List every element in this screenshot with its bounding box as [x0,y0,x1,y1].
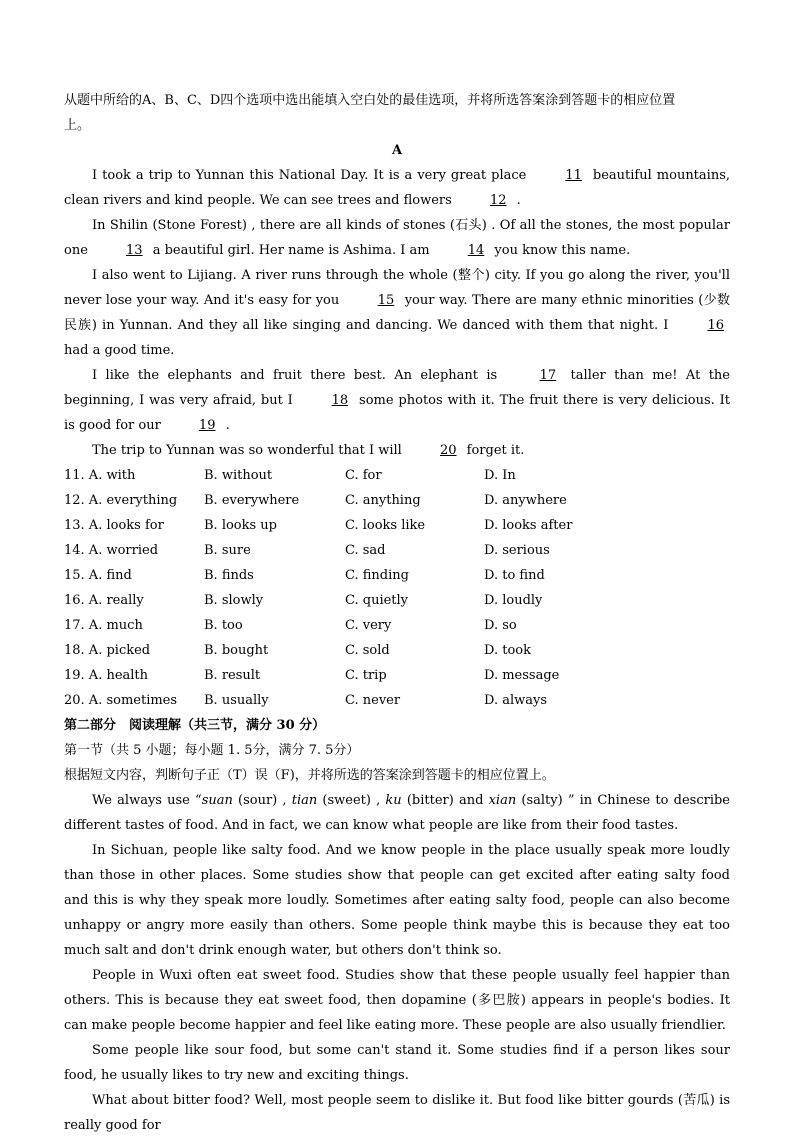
option-row [64,488,730,513]
option-row [64,688,730,713]
exam-page [64,88,730,1138]
option-c: C. for [345,468,382,483]
option-d: D. anywhere [484,493,567,508]
instructions-line2: 上。 [64,118,91,133]
option-row [64,613,730,638]
option-c: C. sold [345,643,390,658]
option-c: C. very [345,618,392,633]
option-row [64,588,730,613]
part2-subtitle: 第一节（共 5 小题；每小题 1. 5分，满分 7. 5分） [64,743,360,758]
option-c: C. never [345,693,401,708]
blank-20: 20 [439,443,457,458]
option-d: D. loudly [484,593,543,608]
blank-14: 14 [467,243,485,258]
option-row [64,463,730,488]
option-c: C. finding [345,568,409,583]
passage-paragraph-2: In Shilin (Stone Forest) , there are all kinds of stones (石头) . Of all the stones, the most popular one 13 a beautiful girl. Her name is Ashima. I am 14 you know this name. [64,213,730,263]
passage-paragraph-3: I also went to Lijiang. A river runs through the whole (整个) city. If you go along the river, you'll never lose your way. And it's easy for you 15 your way. There are many ethnic minorities (少数民族) in Yunnan. And they all like singing and dancing. We danced with them that night. I 16 had a good time. [64,268,730,358]
option-a: 15. A. find [64,568,132,583]
blank-13: 13 [126,243,143,258]
option-d: D. looks after [484,518,573,533]
option-c: C. trip [345,668,387,683]
blank-18: 18 [331,393,349,408]
blank-15: 15 [377,293,395,308]
option-a: 11. A. with [64,468,136,483]
option-row [64,638,730,663]
option-c: C. anything [345,493,421,508]
option-b: B. usually [204,693,269,708]
option-a: 20. A. sometimes [64,693,178,708]
option-c: C. quietly [345,593,409,608]
option-row [64,563,730,588]
option-d: D. to find [484,568,545,583]
option-a: 18. A. picked [64,643,151,658]
option-b: B. finds [204,568,254,583]
blank-11: 11 [565,168,582,183]
blank-16: 16 [707,318,724,333]
part2-title: 第二部分 阅读理解（共三节，满分 30 分） [64,718,326,733]
option-b: B. too [204,618,243,633]
passage-paragraph-1: I took a trip to Yunnan this National Day. It is a very great place 11 beautiful mountains, clean rivers and kind people. We can see trees and flowers 12 . [64,163,730,213]
reading-paragraph-3: People in Wuxi often eat sweet food. Studies show that these people usually feel happier than others. This is because they eat sweet food, then dopamine (多巴胺) appears in people's bodies. It can make people become happier and feel like eating more. These people are also usually friendlier. [64,968,730,1033]
passage-paragraph-4: I like the elephants and fruit there best. An elephant is 17 taller than me! At the beginning, I was very afraid, but I 18 some photos with it. The fruit there is very delicious. It is good for our 19 . [64,363,730,438]
blank-17: 17 [539,368,557,383]
option-c: C. sad [345,543,386,558]
option-b: B. bought [204,643,269,658]
part2-instruction: 根据短文内容，判断句子正（T）误（F)，并将所选的答案涂到答题卡的相应位置上。 [64,768,555,783]
option-d: D. took [484,643,531,658]
option-d: D. always [484,693,548,708]
option-a: 12. A. everything [64,493,178,508]
option-row [64,513,730,538]
option-b: B. without [204,468,273,483]
blank-19: 19 [198,418,216,433]
option-a: 19. A. health [64,668,149,683]
option-b: B. slowly [204,593,264,608]
reading-paragraph-1: We always use “suan (sour) , tian (sweet) , ku (bitter) and xian (salty) ” in Chinese to describe different tastes of food. And in fact, we can know what people are like from their food tastes. [64,793,730,833]
reading-paragraph-2: In Sichuan, people like salty food. And we know people in the place usually speak more loudly than those in other places. Some studies show that people can get excited after eating salty food and this is why they speak more loudly. Sometimes after eating salty food, people can also become unhappy or angry more easily than others. Some people think maybe this is because they eat too much salt and don't drink enough water, but others don't think so. [64,843,730,958]
option-d: D. so [484,618,517,633]
option-d: D. serious [484,543,550,558]
option-b: B. result [204,668,261,683]
option-b: B. everywhere [204,493,300,508]
option-c: C. looks like [345,518,426,533]
passage-paragraph-5: The trip to Yunnan was so wonderful that I will 20 forget it. [64,438,730,463]
option-a: 13. A. looks for [64,518,164,533]
option-row [64,663,730,688]
option-a: 16. A. really [64,593,144,608]
instructions-line1: 从题中所给的A、B、C、D四个选项中选出能填入空白处的最佳选项，并将所选答案涂到答题卡的相应位置 [64,93,676,108]
options-list [64,463,730,713]
option-a: 14. A. worried [64,543,159,558]
option-a: 17. A. much [64,618,143,633]
option-b: B. looks up [204,518,278,533]
option-row [64,538,730,563]
reading-paragraph-4: Some people like sour food, but some can't stand it. Some studies find if a person likes sour food, he usually likes to try new and exciting things. [64,1043,730,1083]
option-b: B. sure [204,543,251,558]
option-d: D. In [484,468,516,483]
reading-paragraph-5: What about bitter food? Well, most people seem to dislike it. But food like bitter gourds (苦瓜) is really good for [64,1093,730,1133]
option-d: D. message [484,668,560,683]
section-a-title: A [391,143,403,158]
blank-12: 12 [489,193,507,208]
